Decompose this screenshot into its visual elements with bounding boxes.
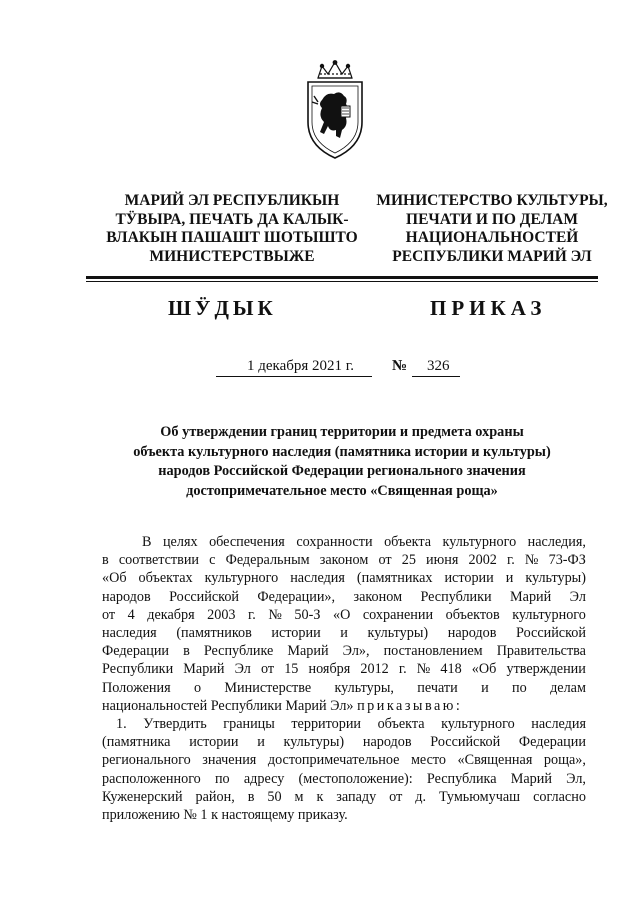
body-line: 1. Утвердить границы территории объекта культурного наследия [116, 716, 586, 733]
header-left-line: ВЛАКЫН ПАШАШТ ШОТЫШТО [106, 229, 358, 246]
body-line: приложению № 1 к настоящему приказу. [102, 807, 348, 824]
body-line: В целях обеспечения сохранности объекта культурного наследия, [142, 534, 586, 550]
header-left-line: МИНИСТЕРСТВЫЖЕ [149, 247, 315, 265]
number-sign: № [392, 358, 408, 374]
crown-icon [318, 61, 352, 78]
header-right-line: ПЕЧАТИ И ПО ДЕЛАМ [406, 210, 578, 228]
body-line: Федерации в Республике Марий Эл», постановлением Правительства [102, 643, 586, 660]
body-line: регионального значения достопримечательное место «Священная роща», [102, 752, 586, 769]
body-line: Республики Марий Эл от 15 ноября 2012 г. № 418 «Об утверждении [102, 661, 586, 678]
body-line: расположенного по адресу (местоположение): Республика Марий Эл, [102, 770, 586, 787]
header-divider-thick [86, 276, 598, 279]
header-left-line: ТӰВЫРА, ПЕЧАТЬ ДА КАЛЫК- [115, 210, 349, 228]
order-subject [96, 423, 588, 501]
subject-line: объекта культурного наследия (памятника истории и культуры) [133, 443, 551, 460]
body-line-prefix: национальностей Республики Марий Эл» [102, 697, 354, 714]
header-right-line: РЕСПУБЛИКИ МАРИЙ ЭЛ [392, 247, 592, 265]
order-number: 326 [427, 358, 450, 374]
coat-of-arms-emblem [296, 60, 374, 162]
date-underline [216, 376, 372, 377]
order-body [102, 533, 586, 824]
body-line: от 4 декабря 2003 г. № 50-З «О сохранении объектов культурного [102, 606, 586, 623]
subject-line: достопримечательное место «Священная роща» [186, 482, 498, 499]
order-date-number [216, 358, 456, 378]
subject-line: Об утверждении границ территории и предмета охраны [160, 424, 524, 440]
header-mari-ministry [88, 192, 376, 266]
title-russian: ПРИКАЗ [430, 296, 547, 320]
body-line: в соответствии с Федеральным законом от 25 июня 2002 г. № 73-ФЗ [102, 552, 586, 569]
body-line [102, 697, 586, 715]
body-line: наследия (памятников истории и культуры) народов Российской [102, 625, 586, 642]
header-divider-thin [86, 281, 598, 282]
header-right-line: МИНИСТЕРСТВО КУЛЬТУРЫ, [376, 192, 608, 209]
order-word: приказываю: [357, 697, 463, 714]
subject-line: народов Российской Федерации регионального значения [158, 463, 526, 479]
order-date: 1 декабря 2021 г. [247, 358, 354, 374]
header-right-line: НАЦИОНАЛЬНОСТЕЙ [405, 229, 579, 246]
header-left-line: МАРИЙ ЭЛ РЕСПУБЛИКЫН [124, 192, 340, 209]
body-line: (памятника истории и культуры) народов Российской Федерации [102, 734, 586, 751]
body-line: народов Российской Федерации», законом Республики Марий Эл [102, 588, 586, 605]
header-russian-ministry [372, 192, 612, 266]
body-line: Куженерский район, в 50 м к западу от д. Тумьюмучаш согласно [102, 788, 586, 805]
number-underline [412, 376, 460, 377]
title-mari: ШӰДЫК [168, 296, 277, 320]
body-line: Положения о Министерстве культуры, печати и по делам [102, 679, 586, 696]
body-line: «Об объектах культурного наследия (памятниках истории и культуры) [102, 570, 586, 587]
